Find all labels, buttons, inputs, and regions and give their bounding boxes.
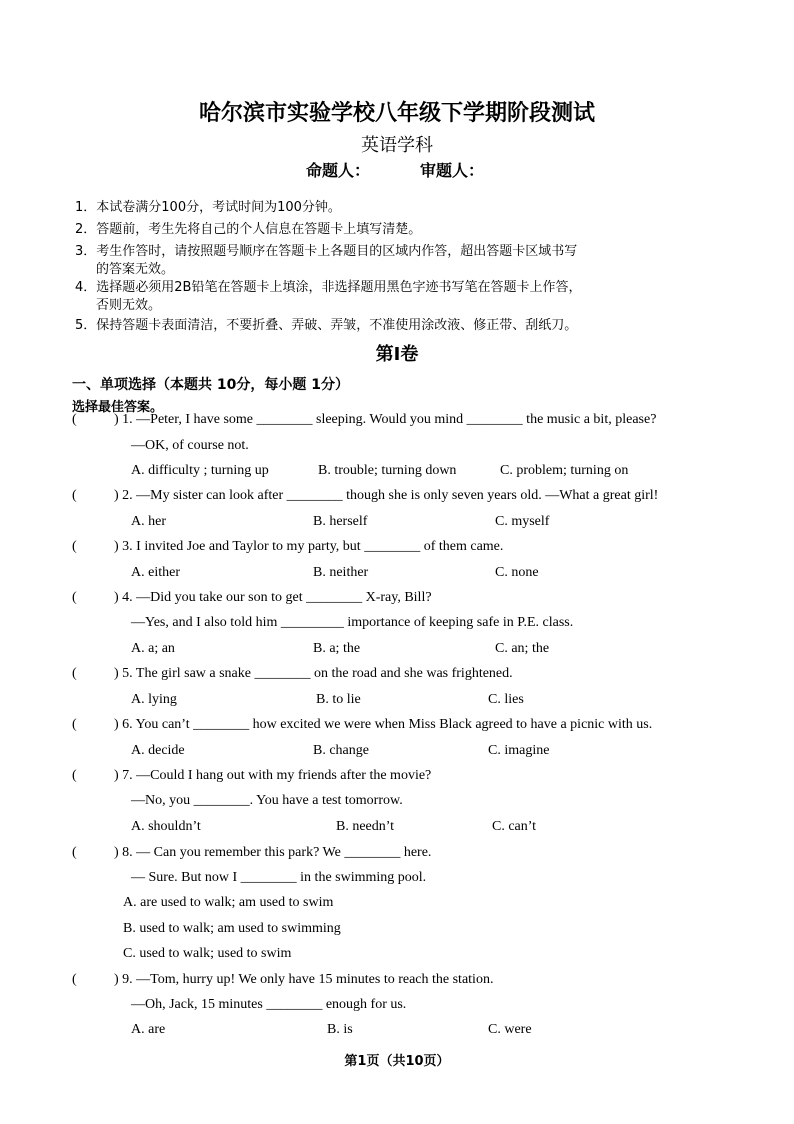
instruction-5: 5．保持答题卡表面清洁，不要折叠、弄破、弄皱，不准使用涂改液、修正带、刮纸刀。 xyxy=(75,318,578,333)
answer-paren: ( xyxy=(72,717,77,732)
question-9-option-c: C. were xyxy=(488,1022,532,1037)
question-8-option-b: B. used to walk; am used to swimming xyxy=(123,921,341,936)
answer-paren: ( xyxy=(72,972,77,987)
question-8-option-a: A. are used to walk; am used to swim xyxy=(123,895,334,910)
question-8-option-c: C. used to walk; used to swim xyxy=(123,946,292,961)
question-5-option-a: A. lying xyxy=(131,692,177,707)
question-3-option-c: C. none xyxy=(495,565,539,580)
subject-title: 英语学科 xyxy=(361,135,433,156)
question-2-stem: ) 2. —My sister can look after ________ though she is only seven years old. —What a great girl! xyxy=(114,488,659,503)
instruction-1: 1．本试卷满分100分，考试时间为100分钟。 xyxy=(75,200,341,215)
answer-paren: ( xyxy=(72,590,77,605)
question-8-stem: ) 8. — Can you remember this park? We ________ here. xyxy=(114,845,432,860)
question-4-option-b: B. a; the xyxy=(313,641,361,656)
question-9-reply: —Oh, Jack, 15 minutes ________ enough for us. xyxy=(131,997,407,1012)
question-6-option-c: C. imagine xyxy=(488,743,550,758)
question-2-option-a: A. her xyxy=(131,514,166,529)
page-footer: 第1页（共10页） xyxy=(344,1054,450,1069)
page-title: 哈尔滨市实验学校八年级下学期阶段测试 xyxy=(198,101,595,126)
instruction-4: 4．选择题必须用2B铅笔在答题卡上填涂，非选择题用黑色字迹书写笔在答题卡上作答， xyxy=(75,280,582,295)
question-4-option-a: A. a; an xyxy=(131,641,175,656)
question-1-option-a: A. difficulty ; turning up xyxy=(131,463,269,478)
author-label: 命题人： xyxy=(306,161,371,180)
question-7-stem: ) 7. —Could I hang out with my friends after the movie? xyxy=(114,768,432,783)
question-4-option-c: C. an; the xyxy=(495,641,550,656)
question-2-option-c: C. myself xyxy=(495,514,550,529)
answer-paren: ( xyxy=(72,768,77,783)
question-5-stem: ) 5. The girl saw a snake ________ on the road and she was frightened. xyxy=(114,666,513,681)
question-1-option-b: B. trouble; turning down xyxy=(318,463,457,478)
question-8-reply: — Sure. But now I ________ in the swimming pool. xyxy=(131,870,427,885)
question-5-option-c: C. lies xyxy=(488,692,524,707)
question-9-option-b: B. is xyxy=(327,1022,353,1037)
question-6-option-a: A. decide xyxy=(131,743,185,758)
question-6-stem: ) 6. You can’t ________ how excited we were when Miss Black agreed to have a picnic with us. xyxy=(114,717,653,732)
question-1-reply: —OK, of course not. xyxy=(131,438,249,453)
question-1-option-c: C. problem; turning on xyxy=(500,463,629,478)
question-3-option-b: B. neither xyxy=(313,565,369,580)
question-9-option-a: A. are xyxy=(131,1022,166,1037)
answer-paren: ( xyxy=(72,845,77,860)
answer-paren: ( xyxy=(72,488,77,503)
answer-paren: ( xyxy=(72,666,77,681)
question-4-stem: ) 4. —Did you take our son to get ________ X-ray, Bill? xyxy=(114,590,432,605)
section-title: 第I卷 xyxy=(375,344,419,365)
instruction-3: 3．考生作答时，请按照题号顺序在答题卡上各题目的区域内作答，超出答题卡区域书写 xyxy=(75,244,578,259)
instruction-4-cont: 否则无效。 xyxy=(96,298,162,313)
question-3-stem: ) 3. I invited Joe and Taylor to my party, but ________ of them came. xyxy=(114,539,504,554)
question-7-option-c: C. can’t xyxy=(492,819,537,834)
question-2-option-b: B. herself xyxy=(313,514,368,529)
question-1-stem: ) 1. —Peter, I have some ________ sleeping. Would you mind ________ the music a bit, please? xyxy=(114,412,657,427)
question-6-option-b: B. change xyxy=(313,743,369,758)
question-4-reply: —Yes, and I also told him _________ importance of keeping safe in P.E. class. xyxy=(131,615,574,630)
answer-paren: ( xyxy=(72,412,77,427)
question-9-stem: ) 9. —Tom, hurry up! We only have 15 minutes to reach the station. xyxy=(114,972,494,987)
part-instruction: 选择最佳答案。 xyxy=(72,400,164,415)
question-3-option-a: A. either xyxy=(131,565,180,580)
instruction-2: 2．答题前，考生先将自己的个人信息在答题卡上填写清楚。 xyxy=(75,222,422,237)
question-7-option-a: A. shouldn’t xyxy=(131,819,201,834)
part-heading: 一、单项选择（本题共 10分，每小题 1分） xyxy=(72,377,349,393)
reviewer-label: 审题人： xyxy=(420,161,485,180)
question-7-reply: —No, you ________. You have a test tomorrow. xyxy=(131,793,403,808)
question-7-option-b: B. needn’t xyxy=(336,819,395,834)
instruction-3-cont: 的答案无效。 xyxy=(96,262,175,277)
answer-paren: ( xyxy=(72,539,77,554)
question-5-option-b: B. to lie xyxy=(316,692,361,707)
